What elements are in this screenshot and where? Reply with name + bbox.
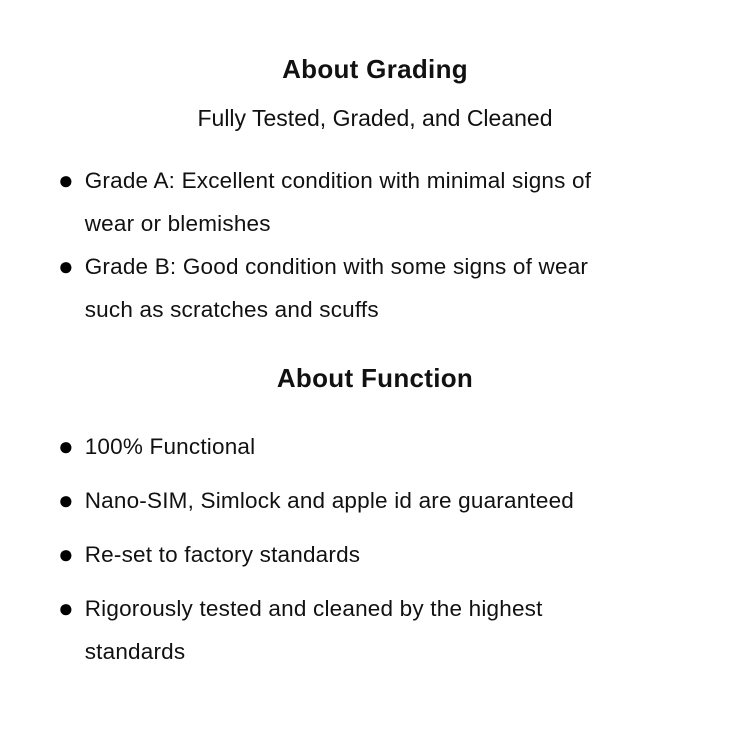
bullet-icon: ●	[58, 539, 74, 569]
list-item-text: Nano-SIM, Simlock and apple id are guaranteed	[84, 488, 574, 513]
bullet-icon: ●	[58, 251, 74, 281]
bullet-icon: ●	[58, 485, 74, 515]
grading-section-title: About Grading	[282, 54, 468, 84]
list-item-text: Rigorously tested and cleaned by the highest standards	[84, 596, 543, 664]
bullet-icon: ●	[58, 165, 74, 195]
list-item-text: 100% Functional	[84, 434, 256, 459]
function-section-title: About Function	[276, 363, 474, 393]
list-item	[58, 159, 710, 245]
list-item-text: Grade B: Good condition with some signs of wear such as scratches and scuffs	[84, 254, 589, 322]
list-item	[58, 587, 710, 673]
bullet-icon: ●	[58, 431, 74, 461]
section-about-function	[0, 363, 750, 673]
section-about-grading	[0, 54, 750, 331]
bullet-icon: ●	[58, 593, 74, 623]
list-item	[58, 479, 710, 522]
list-item-text: Re-set to factory standards	[84, 542, 361, 567]
list-item	[58, 245, 710, 331]
list-item-text: Grade A: Excellent condition with minimal signs of wear or blemishes	[84, 168, 592, 236]
grading-bullet-list	[0, 159, 750, 331]
grading-subtitle: Fully Tested, Graded, and Cleaned	[197, 105, 553, 131]
function-bullet-list	[0, 425, 750, 673]
list-item	[58, 425, 710, 468]
list-item	[58, 533, 710, 576]
